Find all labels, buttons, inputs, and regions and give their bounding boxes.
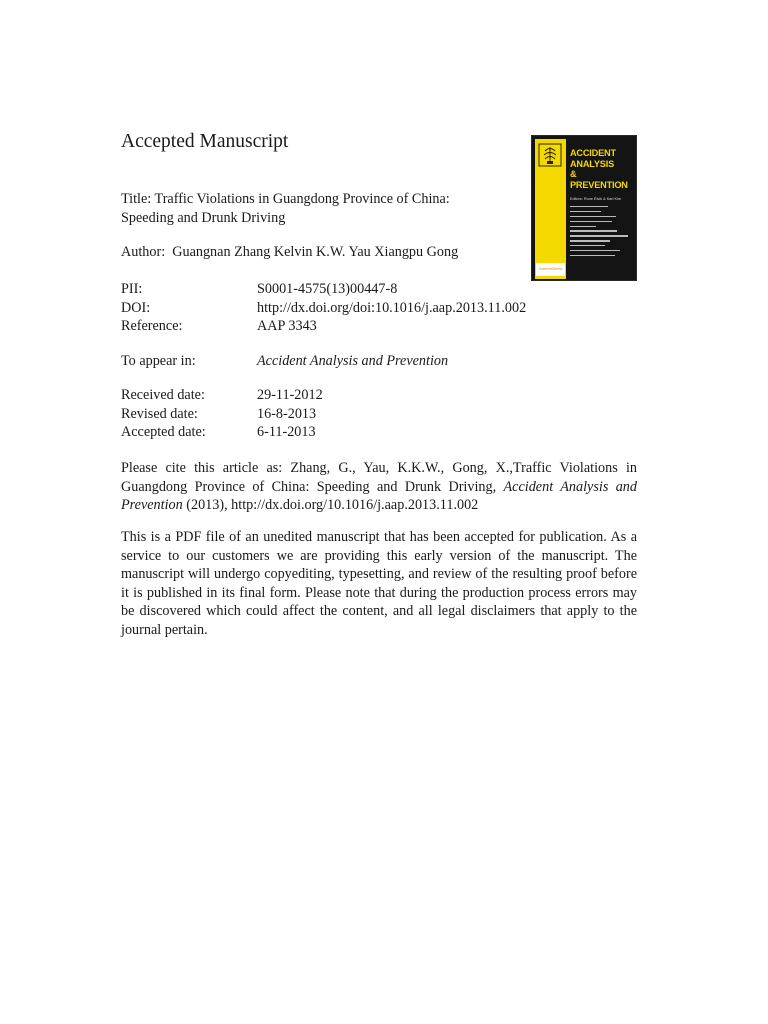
- author-label: Author:: [121, 244, 166, 260]
- citation-year-doi: (2013), http://dx.doi.org/10.1016/j.aap.2013.11.002: [182, 497, 479, 513]
- pii-row: [121, 280, 526, 299]
- accepted-label: Accepted date:: [121, 424, 206, 440]
- doi-value: http://dx.doi.org/doi:10.1016/j.aap.2013.11.002: [257, 299, 527, 316]
- cover-title-line-3: &: [570, 169, 577, 180]
- appear-label: To appear in:: [121, 353, 196, 369]
- citation-paragraph: [121, 459, 637, 515]
- revised-label: Revised date:: [121, 405, 198, 422]
- journal-name: Accident Analysis and Prevention: [257, 353, 449, 369]
- cover-footer-logo: [536, 263, 565, 276]
- cover-title-line-2: ANALYSIS: [570, 158, 615, 169]
- sciencedirect-logo-text: ScienceDirect: [539, 267, 563, 271]
- author-names: Guangnan Zhang Kelvin K.W. Yau Xiangpu Gong: [172, 244, 459, 260]
- article-title-block: [121, 190, 521, 227]
- revised-row: [121, 405, 323, 424]
- doi-label: DOI:: [121, 299, 151, 316]
- identifiers-table: [121, 280, 526, 336]
- appear-in-row: [121, 352, 448, 371]
- accepted-value: 6-11-2013: [257, 424, 316, 440]
- cover-title-line-4: PREVENTION: [570, 179, 628, 190]
- dates-table: [121, 386, 323, 442]
- citation-journal: Accident Analysis and Prevention: [121, 478, 637, 513]
- reference-row: [121, 317, 526, 336]
- article-title-line-1: Traffic Violations in Guangdong Province of China:: [154, 191, 450, 207]
- manuscript-notice: This is a PDF file of an unedited manuscript that has been accepted for publication. As a service to our customers we are providing this early version of the manuscript. The manuscript will undergo copyediting, typesetting, and review of the resulting proof before it is published in its final form. Please note that during the production process errors may be discovered which could affect the content, and all legal disclaimers that apply to the journal pertain.: [121, 529, 637, 638]
- citation-text: Please cite this article as: Zhang, G., Yau, K.K.W., Gong, X.,Traffic Violations in Guangdong Province of China: Speeding and Drunk Driving,: [121, 460, 637, 495]
- accepted-row: [121, 423, 323, 442]
- pii-value: S0001-4575(13)00447-8: [257, 281, 398, 297]
- title-label: Title:: [121, 191, 152, 207]
- cover-title-line-1: ACCIDENT: [570, 148, 616, 158]
- publisher-logo-icon: [537, 142, 563, 168]
- page-heading: Accepted Manuscript: [121, 131, 289, 152]
- pii-label: PII:: [121, 281, 143, 297]
- author-line: [121, 244, 458, 261]
- revised-value: 16-8-2013: [257, 405, 317, 422]
- cover-title: [570, 148, 638, 190]
- cover-contents-list: [570, 206, 634, 266]
- journal-cover-image: [531, 135, 637, 281]
- doi-row: [121, 299, 526, 318]
- reference-label: Reference:: [121, 318, 183, 334]
- received-label: Received date:: [121, 387, 205, 403]
- reference-value: AAP 3343: [257, 318, 317, 334]
- article-title-line-2: Speeding and Drunk Driving: [121, 209, 286, 226]
- cover-editors: Editors: Rune Elvik & Karl Kim: [570, 197, 622, 201]
- received-row: [121, 386, 323, 405]
- received-value: 29-11-2012: [257, 387, 323, 403]
